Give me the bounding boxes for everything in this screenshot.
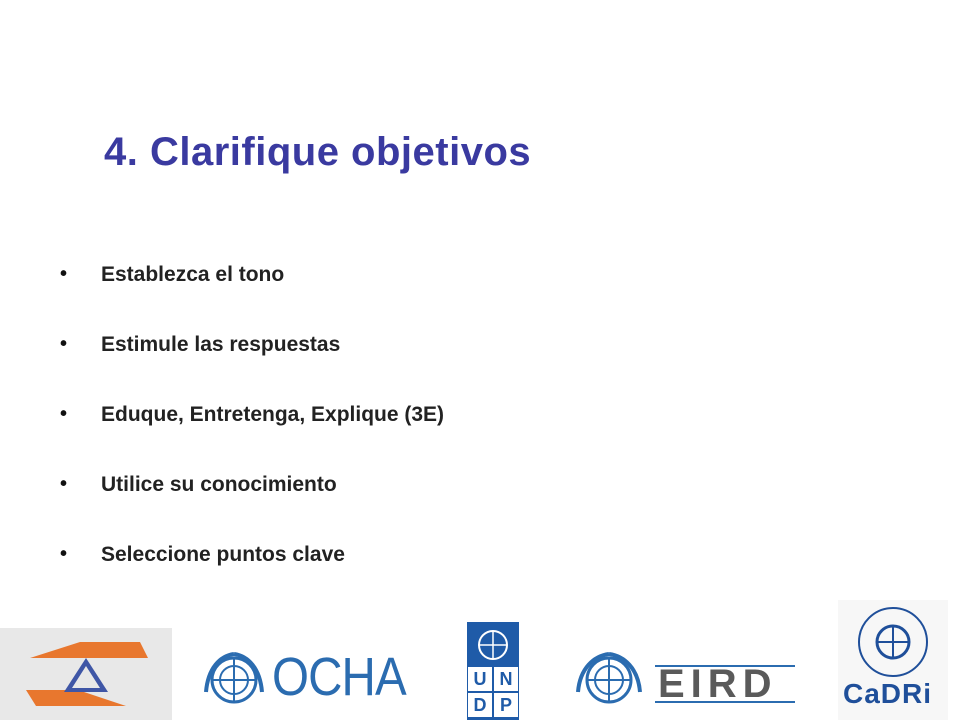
bullet-dot: • — [60, 333, 68, 355]
bullet-text: Establezca el tono — [101, 263, 285, 286]
un-emblem-icon — [568, 648, 650, 712]
un-emblem-icon — [198, 648, 270, 712]
undp-emblem-icon — [473, 626, 513, 664]
bullet-item — [0, 460, 700, 500]
bullet-text: Seleccione puntos clave — [101, 543, 345, 566]
ocha-logo-text: OCHA — [272, 647, 406, 707]
undp-letter: U — [468, 667, 492, 691]
undp-letter: P — [494, 693, 518, 717]
bullet-text: Estimule las respuestas — [101, 333, 341, 356]
bullet-dot: • — [60, 403, 68, 425]
bullet-text: Eduque, Entretenga, Explique (3E) — [101, 403, 445, 426]
eird-lines-icon — [655, 660, 795, 708]
bullet-item — [0, 320, 700, 360]
orange-triangle-logo — [0, 628, 172, 720]
bullet-dot: • — [60, 543, 68, 565]
undp-logo — [467, 622, 519, 720]
bullet-text: Utilice su conocimiento — [101, 473, 337, 496]
slide-title: 4. Clarifique objetivos — [104, 130, 532, 174]
undp-letter: N — [494, 667, 518, 691]
bullet-item — [0, 530, 700, 570]
bullet-dot: • — [60, 473, 68, 495]
undp-letter: D — [468, 693, 492, 717]
triangle-mark-icon — [0, 628, 172, 720]
eird-logo-text: EIRD — [658, 662, 778, 706]
bullet-item — [0, 250, 700, 290]
cadri-emblem-icon — [851, 604, 935, 680]
bullet-item — [0, 390, 700, 430]
cadri-logo-text: CaDRi — [843, 678, 933, 709]
bullet-dot: • — [60, 263, 68, 285]
